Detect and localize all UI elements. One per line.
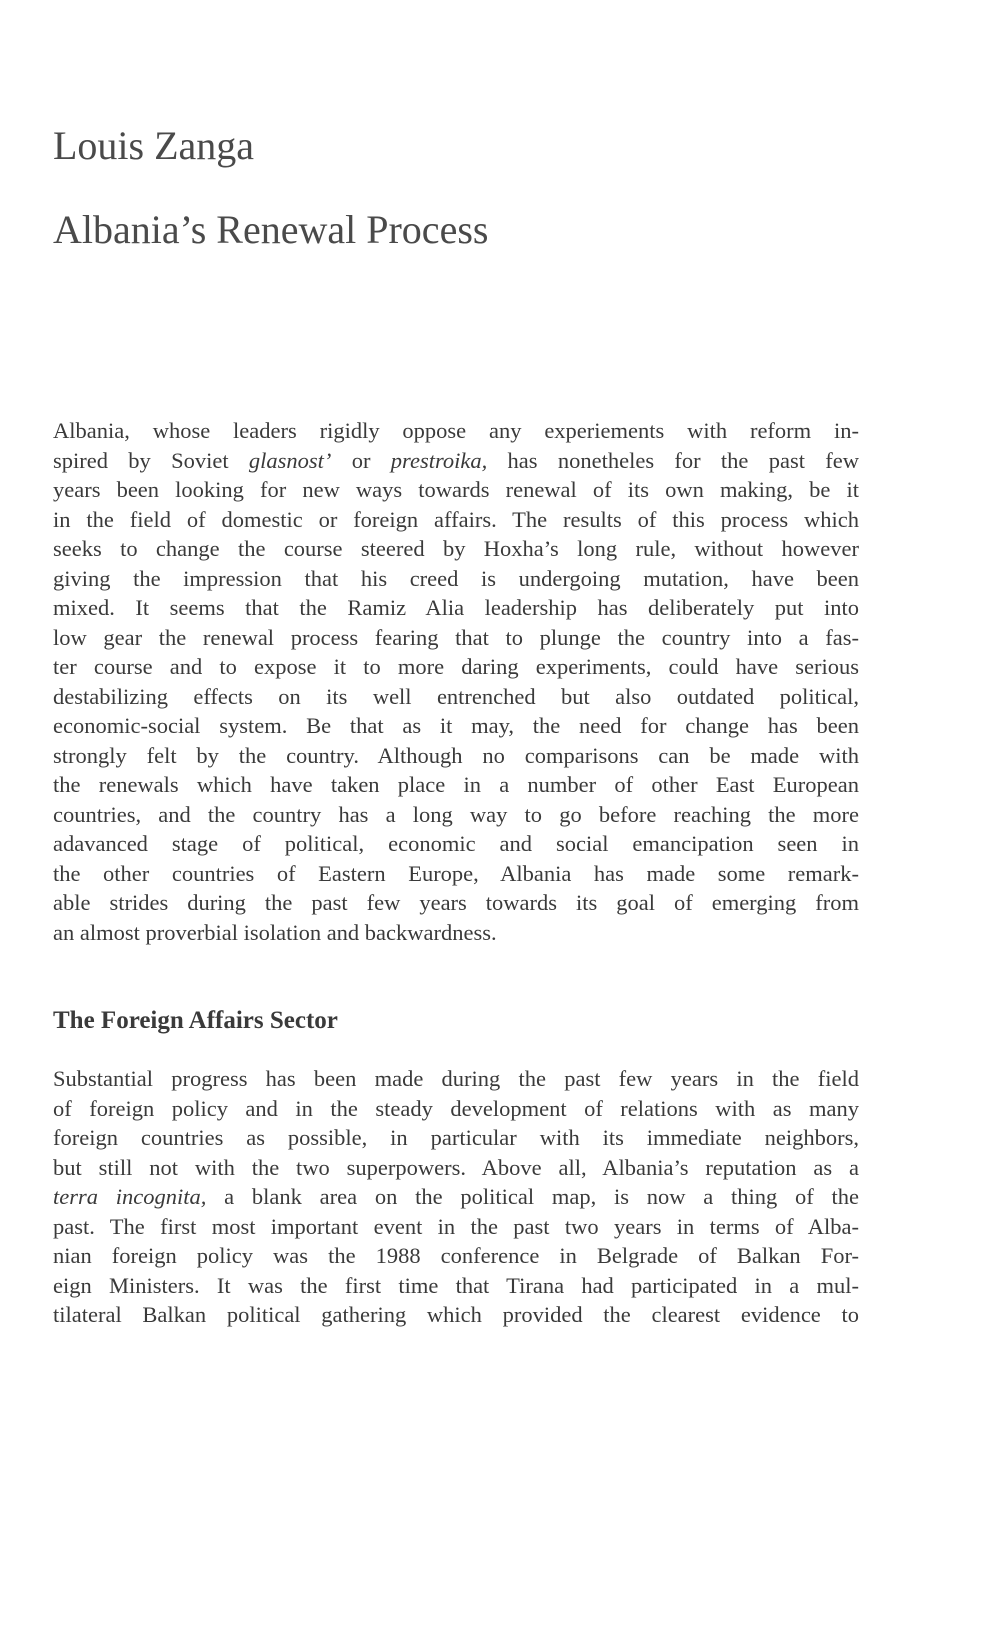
text-line: economic-social system. Be that as it may, the need for change has been — [53, 713, 859, 738]
section-paragraph — [53, 1064, 859, 1330]
text-line: seeks to change the course steered by Hoxha’s long rule, without however — [53, 536, 859, 561]
text-line: Albania, whose leaders rigidly oppose any experiements with reform in- — [53, 418, 859, 443]
text-line: terra incognita, a blank area on the political map, is now a thing of the — [53, 1184, 860, 1209]
text-line: low gear the renewal process fearing that to plunge the country into a fas- — [53, 624, 859, 650]
text-line: nian foreign policy was the 1988 conference in Belgrade of Balkan For- — [53, 1243, 859, 1268]
text-line: strongly felt by the country. Although no comparisons can be made with — [53, 742, 859, 768]
article-title: Albania’s Renewal Process — [53, 207, 489, 252]
text-line: but still not with the two superpowers. Above all, Albania’s reputation as a — [53, 1154, 859, 1180]
text-line: giving the impression that his creed is undergoing mutation, have been — [53, 565, 859, 591]
text-line: the renewals which have taken place in a number of other East European — [53, 772, 859, 797]
text-line: in the field of domestic or foreign affairs. The results of this process which — [53, 506, 859, 532]
section-heading: The Foreign Affairs Sector — [53, 1007, 338, 1034]
text-line: spired by Soviet glasnost’ or prestroika, has nonetheles for the past few — [53, 447, 859, 473]
text-line: past. The first most important event in the past two years in terms of Alba- — [53, 1213, 859, 1239]
text-line: Substantial progress has been made during the past few years in the field — [53, 1066, 859, 1091]
text-line: tilateral Balkan political gathering which provided the clearest evidence to — [53, 1302, 859, 1327]
text-line: an almost proverbial isolation and backwardness. — [53, 919, 497, 945]
author-name: Louis Zanga — [53, 123, 255, 168]
italic-term: terra incognita, — [53, 1184, 207, 1209]
italic-term: prestroika, — [390, 447, 488, 473]
intro-paragraph — [53, 416, 859, 947]
text-line: ter course and to expose it to more daring experiments, could have serious — [53, 654, 859, 679]
text-line: foreign countries as possible, in particular with its immediate neighbors, — [53, 1125, 859, 1150]
text-line: years been looking for new ways towards renewal of its own making, be it — [53, 477, 859, 502]
text-line: of foreign policy and in the steady development of relations with as many — [53, 1095, 859, 1121]
text-line: adavanced stage of political, economic and social emancipation seen in — [53, 831, 859, 856]
italic-term: glasnost’ — [248, 447, 332, 473]
text-line: able strides during the past few years towards its goal of emerging from — [53, 890, 859, 915]
text-line: eign Ministers. It was the first time that Tirana had participated in a mul- — [53, 1272, 859, 1298]
text-line: the other countries of Eastern Europe, Albania has made some remark- — [53, 860, 859, 886]
text-line: destabilizing effects on its well entrenched but also outdated political, — [53, 683, 859, 709]
text-line: countries, and the country has a long way to go before reaching the more — [53, 801, 859, 827]
document-page — [53, 0, 859, 1629]
text-line: mixed. It seems that the Ramiz Alia leadership has deliberately put into — [53, 595, 859, 620]
